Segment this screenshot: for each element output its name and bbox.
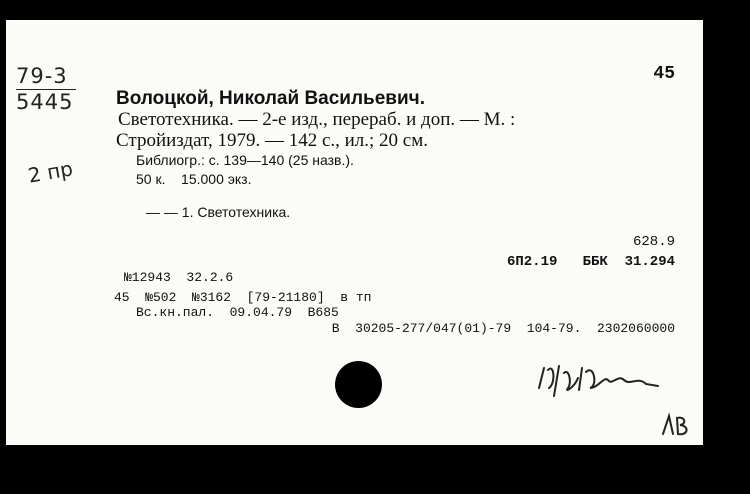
record-line-1: №12943 32.2.6: [124, 270, 234, 285]
subject-heading: — — 1. Светотехника.: [146, 204, 291, 220]
publication-statement: Стройиздат, 1979. — 142 с., ил.; 20 см.: [116, 130, 429, 151]
inventory-number-top: 79-3: [16, 64, 68, 88]
punch-hole: [335, 361, 382, 408]
title-statement: Светотехника. — 2-е изд., перераб. и доп. — М. :: [118, 109, 516, 130]
author-heading: Волоцкой, Николай Васильевич.: [116, 88, 425, 109]
copies-note: 50 к. 15.000 экз.: [136, 171, 252, 187]
handwritten-initials: [660, 412, 696, 438]
record-line-3: Вс.кн.пал. 09.04.79 В685: [136, 305, 339, 320]
catalog-card: [6, 20, 703, 445]
bibliography-note: Библиогр.: с. 139—140 (25 назв.).: [136, 152, 354, 168]
classification-code-line: В 30205-277/047(01)-79 104-79. 2302060000: [331, 321, 675, 336]
handwritten-mark: 2 пр: [26, 156, 75, 188]
udc-code: 628.9: [632, 234, 675, 250]
bbk-code: 6П2.19 ББК 31.294: [506, 254, 675, 270]
record-line-2: 45 №502 №3162 [79-21180] в тп: [114, 290, 372, 305]
inventory-number-bottom: 5445: [16, 90, 74, 114]
page-number: 45: [653, 64, 675, 84]
handwritten-signature: [534, 358, 664, 403]
